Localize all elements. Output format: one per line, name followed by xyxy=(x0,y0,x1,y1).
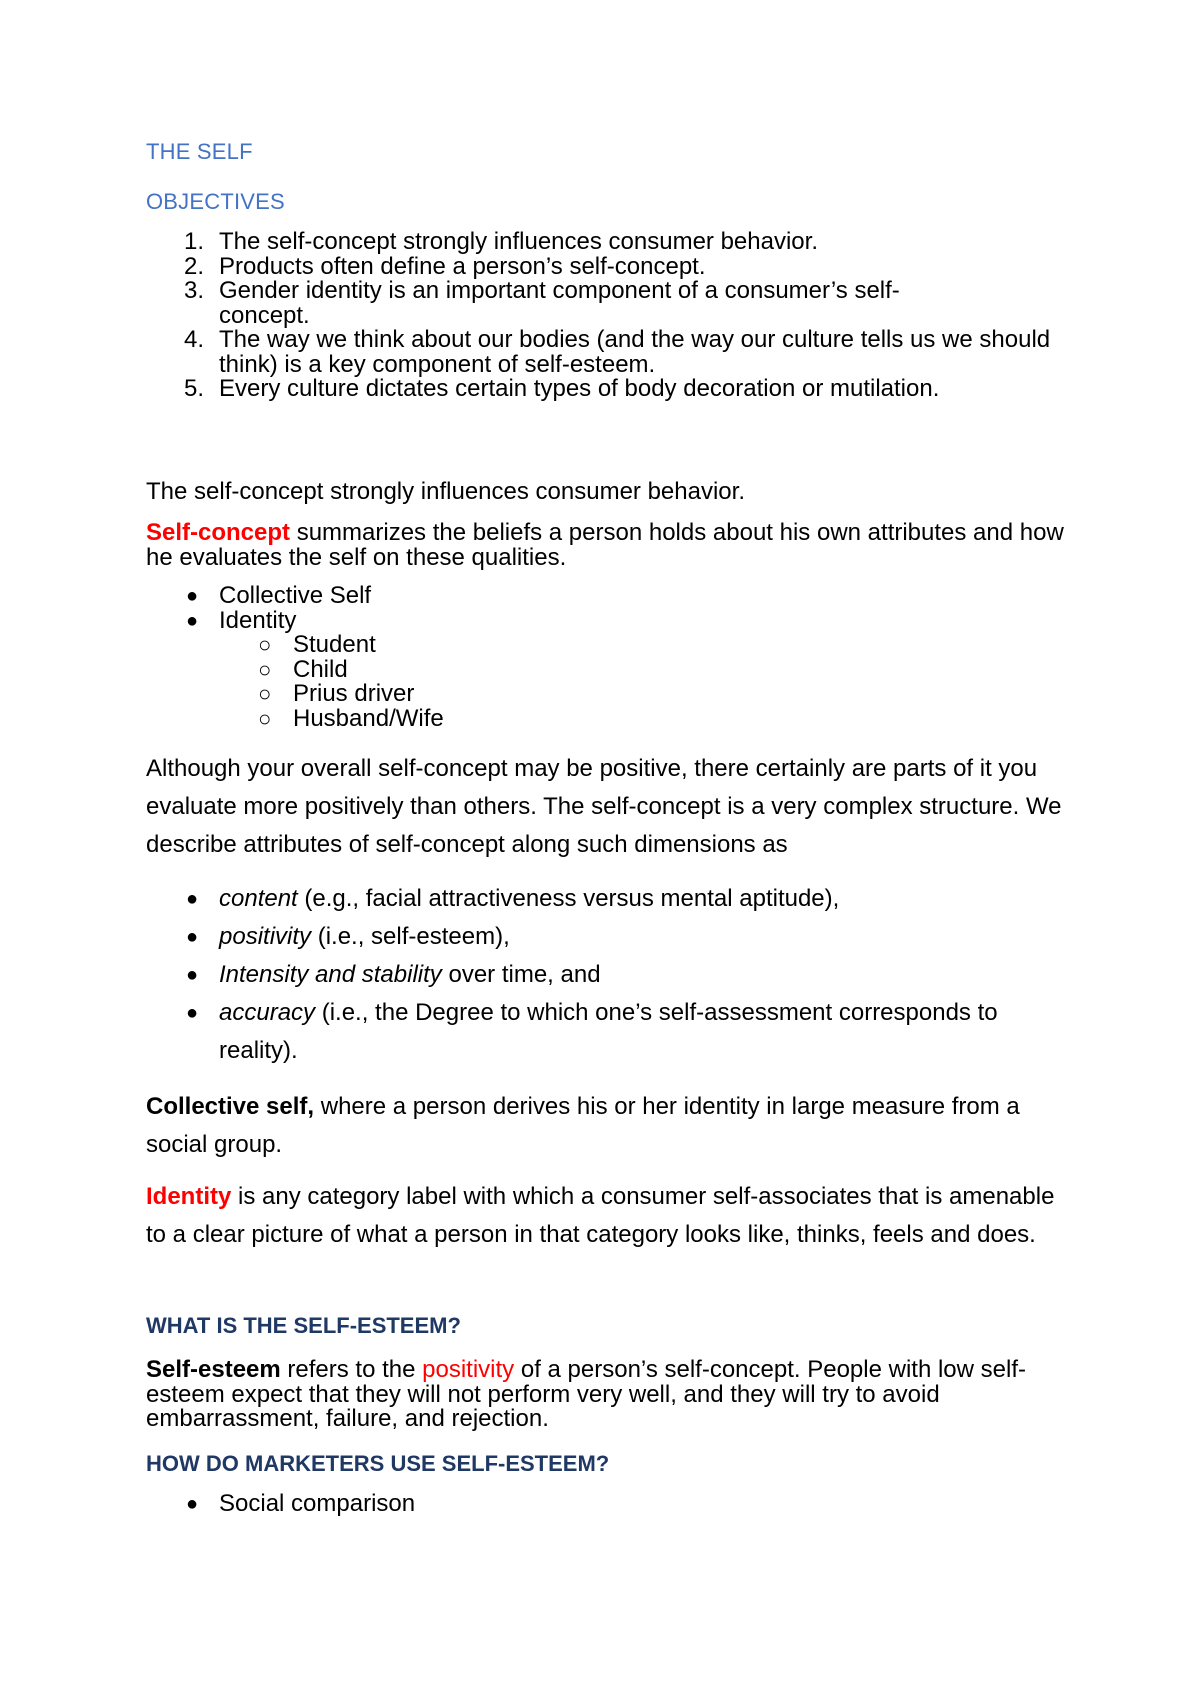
list-item xyxy=(146,584,1066,609)
list-text: Every culture dictates certain types of body decoration or mutilation. xyxy=(219,375,940,402)
list-item xyxy=(146,880,1066,918)
marketers-list xyxy=(146,1492,1066,1517)
circle-bullet-icon: ○ xyxy=(258,632,272,657)
bullet-icon: ● xyxy=(186,926,199,948)
list-text: The self-concept strongly influences consumer behavior. xyxy=(219,228,818,255)
list-item xyxy=(146,1492,1066,1517)
dimension-term: Intensity and stability xyxy=(219,961,442,988)
list-text: Husband/Wife xyxy=(293,704,444,732)
self-concept-definition xyxy=(146,521,1066,570)
list-text: Prius driver xyxy=(293,680,415,707)
collective-self-definition xyxy=(146,1088,1066,1164)
list-item xyxy=(146,918,1066,956)
dimension-text: (i.e., the Degree to which one’s self-assessment corresponds to reality). xyxy=(219,999,998,1064)
sub-list-item xyxy=(146,682,1066,707)
list-text: Identity xyxy=(219,606,297,634)
list-item xyxy=(146,279,979,328)
dimension-text: over time, and xyxy=(441,961,601,988)
objectives-heading: OBJECTIVES xyxy=(146,189,285,214)
list-text: Child xyxy=(293,655,348,683)
paragraph-although: Although your overall self-concept may be positive, there certainly are parts of it you evaluate more positively than others. The self-concept is a very complex structure. We describe attributes of self-concept along such dimensions as xyxy=(146,755,1062,858)
list-text: Social comparison xyxy=(219,1490,416,1517)
bullet-icon: ● xyxy=(186,1002,199,1024)
objectives-list xyxy=(146,230,1066,402)
list-item xyxy=(146,994,1049,1070)
term-positivity: positivity xyxy=(422,1356,515,1383)
circle-bullet-icon: ○ xyxy=(258,681,272,706)
list-item xyxy=(146,956,1066,994)
list-item xyxy=(146,230,1066,255)
self-esteem-heading: WHAT IS THE SELF-ESTEEM? xyxy=(146,1313,461,1338)
identity-definition xyxy=(146,1178,1066,1254)
definition-text: is any category label with which a consumer self-associates that is amenable to a clear picture of what a person in that category looks like, thinks, feels and does. xyxy=(146,1183,1055,1248)
term-identity: Identity xyxy=(146,1183,232,1210)
bullet-icon: ● xyxy=(186,609,199,632)
dimension-term: content xyxy=(219,885,298,912)
dimension-text: (e.g., facial attractiveness versus mental aptitude), xyxy=(297,885,840,912)
list-item xyxy=(146,328,1066,377)
circle-bullet-icon: ○ xyxy=(258,656,272,682)
list-text: Gender identity is an important component of a consumer’s self-concept. xyxy=(219,277,900,329)
list-number: 1. xyxy=(184,228,205,255)
list-number: 3. xyxy=(184,277,205,304)
dimension-term: positivity xyxy=(219,923,312,950)
marketers-heading: HOW DO MARKETERS USE SELF-ESTEEM? xyxy=(146,1451,610,1476)
dimension-text: (i.e., self-esteem), xyxy=(311,923,510,950)
list-item xyxy=(146,252,1066,280)
dimension-term: accuracy xyxy=(219,999,316,1026)
list-item xyxy=(146,606,1066,634)
definition-text: summarizes the beliefs a person holds about his own attributes and how he evaluates the self on these qualities. xyxy=(146,519,1064,571)
sub-list-item xyxy=(146,655,1066,683)
dimensions-list xyxy=(146,880,1066,1070)
self-concept-bullets xyxy=(146,584,1066,731)
sub-list-item xyxy=(146,633,1066,658)
term-self-concept: Self-concept xyxy=(146,519,291,546)
list-text: The way we think about our bodies (and the way our culture tells us we should think) is a key component of self-esteem. xyxy=(219,326,1051,378)
list-number: 2. xyxy=(184,252,205,280)
term-self-esteem: Self-esteem xyxy=(146,1356,281,1383)
list-number: 4. xyxy=(184,326,205,353)
intro-line: The self-concept strongly influences consumer behavior. xyxy=(146,478,745,505)
self-esteem-definition xyxy=(146,1358,1066,1432)
circle-bullet-icon: ○ xyxy=(258,705,272,731)
bullet-icon: ● xyxy=(186,1493,199,1515)
sub-list-item xyxy=(146,704,1066,732)
term-collective-self: Collective self, xyxy=(146,1093,315,1120)
list-text: Products often define a person’s self-concept. xyxy=(219,252,706,280)
definition-text: of a person’s self-concept. People with low self-esteem expect that they will not perform very well, and they will try to avoid embarrassment, failure, and rejection. xyxy=(146,1356,1026,1432)
definition-text: where a person derives his or her identity in large measure from a social group. xyxy=(146,1093,1020,1158)
list-text: Student xyxy=(293,631,376,658)
list-number: 5. xyxy=(184,375,205,402)
list-text: Collective Self xyxy=(219,582,372,609)
bullet-icon: ● xyxy=(186,585,199,607)
document-title: THE SELF xyxy=(146,139,253,164)
list-item xyxy=(146,377,1066,402)
bullet-icon: ● xyxy=(186,964,199,986)
definition-text: refers to the xyxy=(280,1356,423,1383)
bullet-icon: ● xyxy=(186,888,199,910)
